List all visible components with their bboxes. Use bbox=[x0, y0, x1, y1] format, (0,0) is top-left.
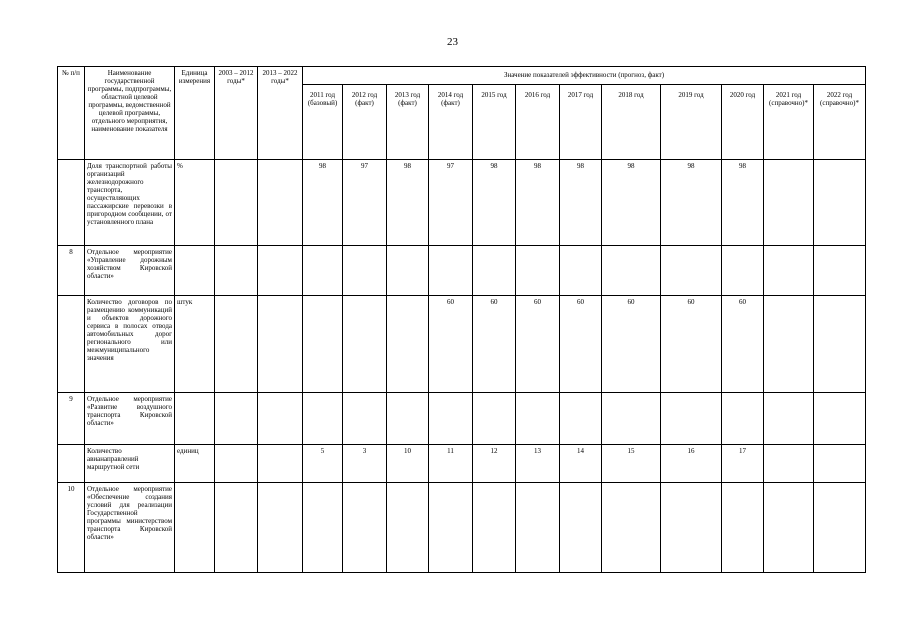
table-header bbox=[58, 67, 866, 160]
header-year: 2016 год bbox=[516, 85, 560, 160]
row-value bbox=[560, 393, 602, 445]
header-period-2003-2012: 2003 – 2012 годы* bbox=[215, 67, 258, 160]
row-value bbox=[429, 483, 473, 573]
header-period-2013-2022: 2013 – 2022 годы* bbox=[258, 67, 303, 160]
row-value: 60 bbox=[516, 296, 560, 393]
row-value bbox=[722, 483, 764, 573]
table-body bbox=[58, 160, 866, 573]
row-period-2013-2022 bbox=[258, 296, 303, 393]
row-index: 9 bbox=[58, 393, 85, 445]
row-index bbox=[58, 445, 85, 483]
row-value bbox=[516, 393, 560, 445]
row-value: 60 bbox=[661, 296, 722, 393]
row-value bbox=[303, 296, 343, 393]
row-value bbox=[343, 246, 387, 296]
row-value bbox=[602, 483, 661, 573]
row-value bbox=[814, 393, 866, 445]
row-value: 60 bbox=[722, 296, 764, 393]
row-value bbox=[473, 393, 516, 445]
header-name: Наименование государственной программы, подпрограммы, областной целевой программы, ведомственной целевой программы, отдельного мероприятия, наименование показателя bbox=[85, 67, 175, 160]
row-unit bbox=[175, 393, 215, 445]
row-name: Отдельное мероприятие «Управление дорожным хозяйством Кировской области» bbox=[85, 246, 175, 296]
row-value bbox=[303, 483, 343, 573]
row-value bbox=[814, 296, 866, 393]
row-value: 98 bbox=[661, 160, 722, 246]
header-year: 2022 год (справочно)* bbox=[814, 85, 866, 160]
row-value bbox=[387, 296, 429, 393]
row-value: 10 bbox=[387, 445, 429, 483]
row-period-2013-2022 bbox=[258, 246, 303, 296]
row-period-2013-2022 bbox=[258, 483, 303, 573]
row-value: 98 bbox=[387, 160, 429, 246]
row-value bbox=[661, 246, 722, 296]
header-year: 2015 год bbox=[473, 85, 516, 160]
row-value: 98 bbox=[722, 160, 764, 246]
row-value bbox=[764, 445, 814, 483]
row-value bbox=[516, 483, 560, 573]
header-unit: Единица измерения bbox=[175, 67, 215, 160]
row-value bbox=[814, 160, 866, 246]
header-indicator-values: Значение показателей эффективности (прогноз, факт) bbox=[303, 67, 866, 85]
header-year: 2017 год bbox=[560, 85, 602, 160]
row-period-2003-2012 bbox=[215, 296, 258, 393]
row-value bbox=[764, 246, 814, 296]
row-name: Количество договоров по размещению коммуникаций и объектов дорожного сервиса в полосах отвода автомобильных дорог регионального или межмуниципального значения bbox=[85, 296, 175, 393]
header-year: 2019 год bbox=[661, 85, 722, 160]
row-value bbox=[343, 483, 387, 573]
row-value: 16 bbox=[661, 445, 722, 483]
row-value: 11 bbox=[429, 445, 473, 483]
row-value: 98 bbox=[303, 160, 343, 246]
row-value: 60 bbox=[602, 296, 661, 393]
header-year: 2021 год (справочно)* bbox=[764, 85, 814, 160]
indicators-table bbox=[57, 66, 866, 573]
row-index bbox=[58, 160, 85, 246]
row-value bbox=[387, 393, 429, 445]
row-value bbox=[429, 393, 473, 445]
row-value: 5 bbox=[303, 445, 343, 483]
row-value: 60 bbox=[429, 296, 473, 393]
row-index: 8 bbox=[58, 246, 85, 296]
row-period-2013-2022 bbox=[258, 393, 303, 445]
row-unit bbox=[175, 246, 215, 296]
table-row bbox=[58, 246, 866, 296]
row-value bbox=[661, 393, 722, 445]
row-value bbox=[560, 483, 602, 573]
row-value: 13 bbox=[516, 445, 560, 483]
row-name: Отдельное мероприятие «Развитие воздушного транспорта Кировской области» bbox=[85, 393, 175, 445]
row-value bbox=[473, 246, 516, 296]
row-unit: единиц bbox=[175, 445, 215, 483]
row-value bbox=[516, 246, 560, 296]
header-year: 2013 год (факт) bbox=[387, 85, 429, 160]
row-value: 98 bbox=[473, 160, 516, 246]
row-period-2003-2012 bbox=[215, 393, 258, 445]
row-value bbox=[764, 483, 814, 573]
row-index bbox=[58, 296, 85, 393]
table-row bbox=[58, 393, 866, 445]
row-value: 60 bbox=[560, 296, 602, 393]
header-year: 2011 год (базовый) bbox=[303, 85, 343, 160]
table-row bbox=[58, 296, 866, 393]
row-value bbox=[661, 483, 722, 573]
row-value: 60 bbox=[473, 296, 516, 393]
row-period-2003-2012 bbox=[215, 246, 258, 296]
row-value: 97 bbox=[343, 160, 387, 246]
table-row bbox=[58, 445, 866, 483]
row-name: Отдельное мероприятие «Обеспечение создания условий для реализации Государственной программы министерством транспорта Кировской области» bbox=[85, 483, 175, 573]
row-period-2003-2012 bbox=[215, 483, 258, 573]
row-period-2013-2022 bbox=[258, 160, 303, 246]
header-year: 2012 год (факт) bbox=[343, 85, 387, 160]
row-value bbox=[722, 246, 764, 296]
row-value: 17 bbox=[722, 445, 764, 483]
row-value: 98 bbox=[560, 160, 602, 246]
row-value bbox=[764, 393, 814, 445]
row-value bbox=[814, 483, 866, 573]
header-year: 2014 год (факт) bbox=[429, 85, 473, 160]
row-value bbox=[387, 246, 429, 296]
header-year: 2020 год bbox=[722, 85, 764, 160]
row-value: 98 bbox=[516, 160, 560, 246]
row-name: Доля транспортной работы организаций железнодорожного транспорта, осуществляющих пассажирские перевозки в пригородном сообщении, от установленного плана bbox=[85, 160, 175, 246]
row-value bbox=[429, 246, 473, 296]
row-value bbox=[814, 445, 866, 483]
row-value bbox=[473, 483, 516, 573]
header-index: № п/п bbox=[58, 67, 85, 160]
row-value: 14 bbox=[560, 445, 602, 483]
row-period-2013-2022 bbox=[258, 445, 303, 483]
row-unit: % bbox=[175, 160, 215, 246]
table-row bbox=[58, 483, 866, 573]
row-unit bbox=[175, 483, 215, 573]
table-row bbox=[58, 160, 866, 246]
row-value bbox=[764, 296, 814, 393]
row-value bbox=[303, 393, 343, 445]
row-value: 3 bbox=[343, 445, 387, 483]
row-unit: штук bbox=[175, 296, 215, 393]
row-value bbox=[814, 246, 866, 296]
row-value bbox=[343, 393, 387, 445]
row-index: 10 bbox=[58, 483, 85, 573]
row-value bbox=[387, 483, 429, 573]
row-value bbox=[722, 393, 764, 445]
row-period-2003-2012 bbox=[215, 160, 258, 246]
row-value: 12 bbox=[473, 445, 516, 483]
row-value bbox=[560, 246, 602, 296]
row-period-2003-2012 bbox=[215, 445, 258, 483]
row-value bbox=[764, 160, 814, 246]
row-value: 97 bbox=[429, 160, 473, 246]
page-number: 23 bbox=[447, 36, 458, 48]
row-value: 15 bbox=[602, 445, 661, 483]
row-value: 98 bbox=[602, 160, 661, 246]
row-value bbox=[343, 296, 387, 393]
row-value bbox=[303, 246, 343, 296]
row-name: Количество авианаправлений маршрутной сети bbox=[85, 445, 175, 483]
row-value bbox=[602, 246, 661, 296]
header-year: 2018 год bbox=[602, 85, 661, 160]
row-value bbox=[602, 393, 661, 445]
